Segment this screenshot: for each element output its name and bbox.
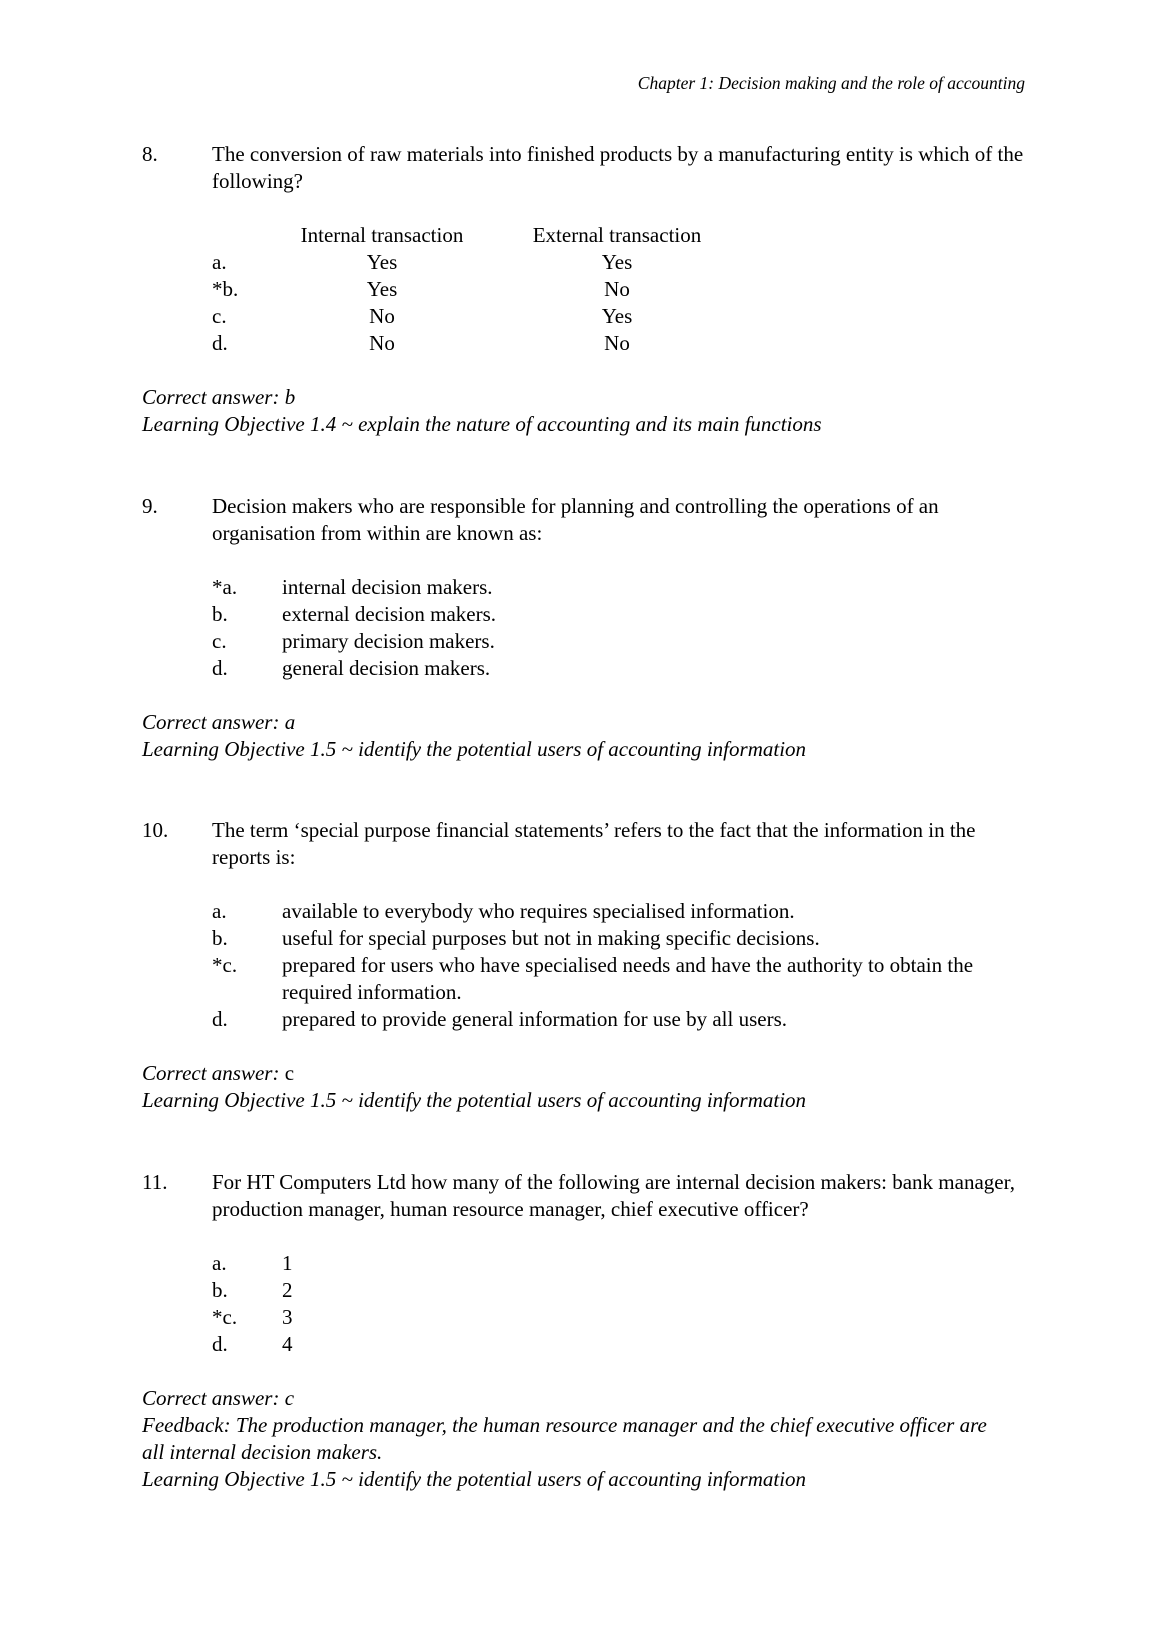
learning-objective: Learning Objective 1.5 ~ identify the potential users of accounting information	[142, 737, 807, 761]
learning-objective: Learning Objective 1.5 ~ identify the potential users of accounting information	[142, 1088, 807, 1112]
feedback: Feedback: The production manager, the human resource manager and the chief executive officer are all internal decision makers.	[142, 1413, 987, 1464]
option: b. external decision makers.	[212, 602, 496, 626]
correct-answer: Correct answer: c	[142, 1386, 295, 1410]
option-letter: *b.	[212, 277, 239, 301]
question-number: 11.	[142, 1170, 168, 1194]
question-text: For HT Computers Ltd how many of the following are internal decision makers: bank manager, production manager, human resource manager, chief executive officer?	[212, 1170, 1015, 1221]
running-header: Chapter 1: Decision making and the role of accounting	[637, 73, 1025, 93]
option-letter: c.	[212, 304, 227, 328]
cell: No	[369, 304, 395, 328]
option-letter: d.	[212, 331, 228, 355]
cell: Yes	[366, 250, 398, 274]
cell: Yes	[366, 277, 398, 301]
learning-objective: Learning Objective 1.5 ~ identify the potential users of accounting information	[142, 1467, 807, 1491]
correct-answer: Correct answer: b	[142, 385, 296, 409]
option: *a. internal decision makers.	[212, 575, 493, 599]
table-row	[212, 276, 1032, 303]
cell: No	[604, 277, 630, 301]
question-text: The conversion of raw materials into finished products by a manufacturing entity is which of the following?	[212, 142, 1024, 193]
question-number: 8.	[142, 142, 158, 166]
question-text: Decision makers who are responsible for planning and controlling the operations of an organisation from within are known as:	[212, 494, 939, 545]
cell: Yes	[601, 250, 633, 274]
option-letter: a.	[212, 250, 227, 274]
question-11	[142, 1169, 1032, 1493]
table-row	[212, 303, 1032, 330]
cell: No	[369, 331, 395, 355]
question-number: 9.	[142, 494, 158, 518]
option: a. 1	[212, 1251, 293, 1275]
learning-objective: Learning Objective 1.4 ~ explain the nature of accounting and its main functions	[142, 412, 822, 436]
option: b. useful for special purposes but not in making specific decisions.	[212, 926, 820, 950]
option: *c. 3	[212, 1305, 293, 1329]
question-9	[142, 493, 1032, 763]
option: c. primary decision makers.	[212, 629, 495, 653]
option: d. prepared to provide general information for use by all users.	[212, 1007, 787, 1031]
question-text: The term ‘special purpose financial statements’ refers to the fact that the information in the reports is:	[212, 818, 976, 869]
table-row	[212, 249, 1032, 276]
option: a. available to everybody who requires specialised information.	[212, 899, 795, 923]
question-10	[142, 817, 1032, 1114]
question-number: 10.	[142, 818, 169, 842]
cell: No	[604, 331, 630, 355]
column-header: External transaction	[532, 223, 702, 247]
question-8	[142, 141, 1032, 438]
cell: Yes	[601, 304, 633, 328]
answer-table	[212, 222, 1032, 357]
option: b. 2	[212, 1278, 293, 1302]
option: d. 4	[212, 1332, 293, 1356]
option: *c. prepared for users who have specialised needs and have the authority to obtain the required information.	[212, 953, 974, 1004]
correct-answer: Correct answer: c	[142, 1061, 295, 1085]
correct-answer: Correct answer: a	[142, 710, 296, 734]
column-header: Internal transaction	[300, 223, 464, 247]
option: d. general decision makers.	[212, 656, 491, 680]
table-row	[212, 330, 1032, 357]
